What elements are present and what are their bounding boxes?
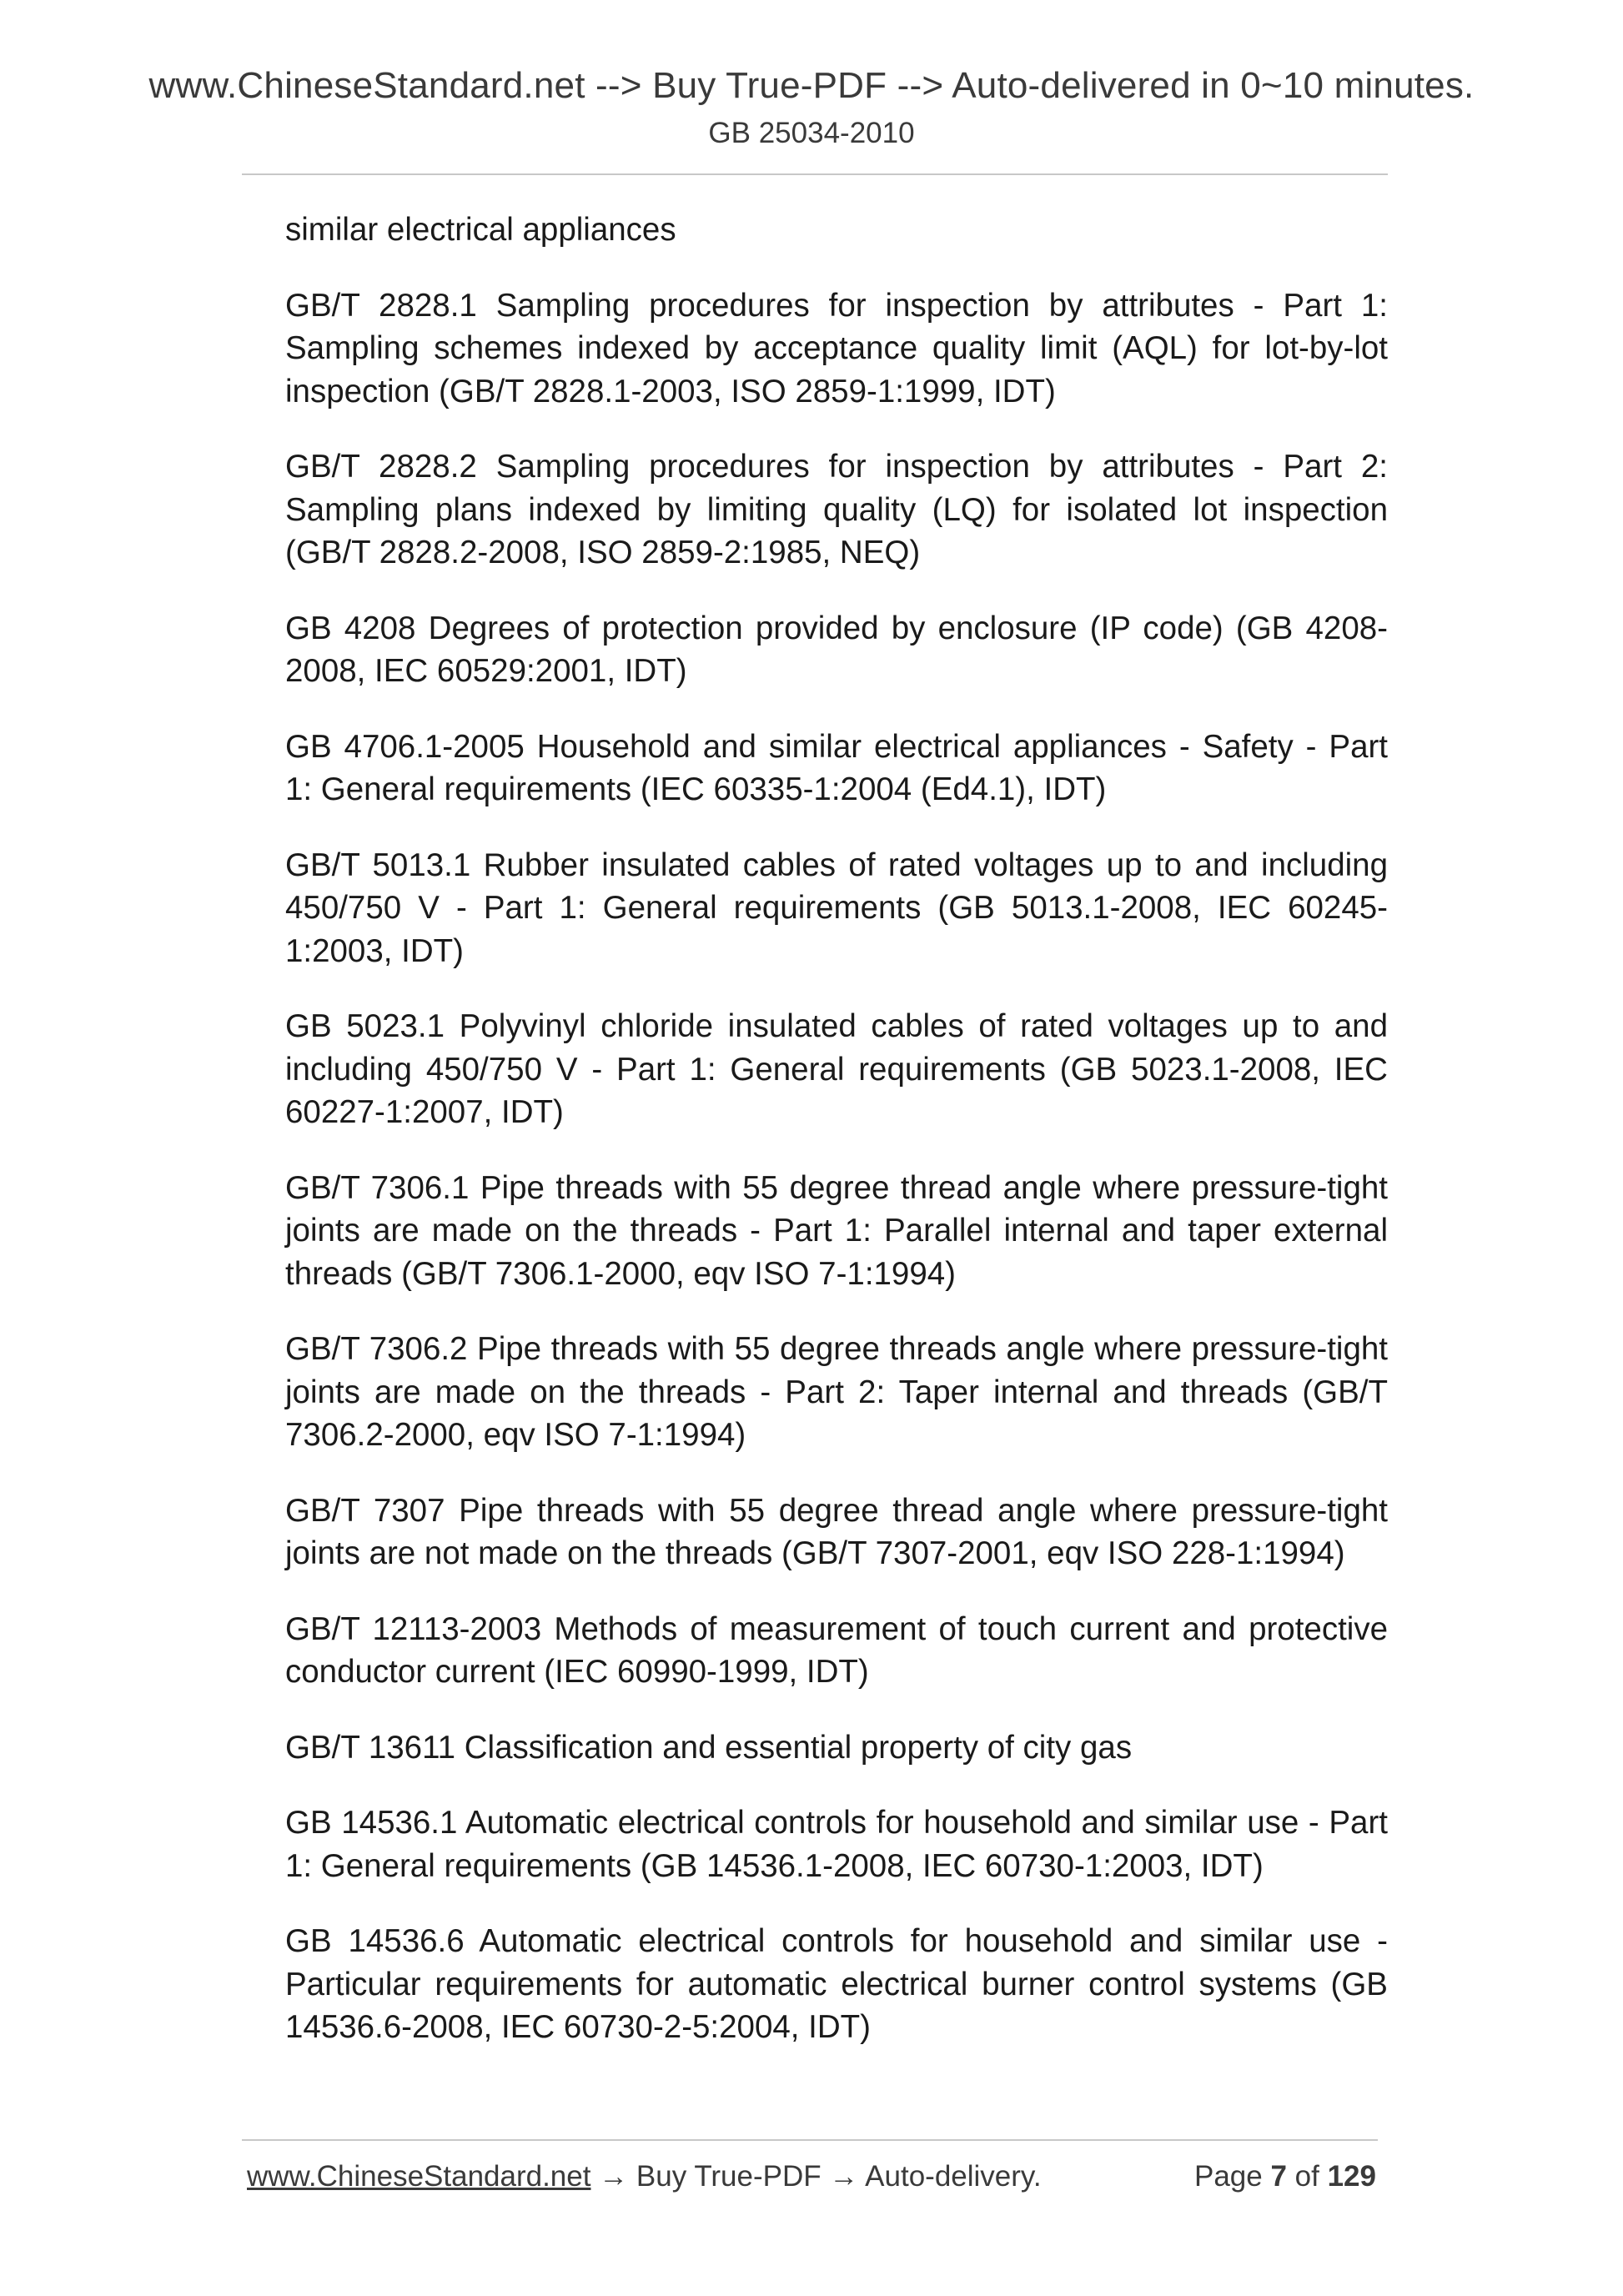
- site-banner: www.ChineseStandard.net --> Buy True-PDF --> Auto-delivered in 0~10 minutes.: [148, 65, 1475, 106]
- reference-item: GB 4706.1-2005 Household and similar electrical appliances - Safety - Part 1: General requirements (IEC 60335-1:2004 (Ed4.1), IDT): [285, 728, 1388, 807]
- reference-item: GB/T 5013.1 Rubber insulated cables of rated voltages up to and including 450/750 V - Part 1: General requirements (GB 5013.1-2008, IEC 60245-1:2003, IDT): [285, 847, 1388, 969]
- reference-item: GB/T 2828.2 Sampling procedures for inspection by attributes - Part 2: Sampling plans indexed by limiting quality (LQ) for isolated lot inspection (GB/T 2828.2-2008, ISO 2859-2:1985, NEQ): [285, 449, 1388, 570]
- normative-references: [285, 208, 1388, 2082]
- reference-item: GB/T 7307 Pipe threads with 55 degree thread angle where pressure-tight joints are not made on the threads (GB/T 7307-2001, eqv ISO 228-1:1994): [285, 1492, 1388, 1571]
- reference-item: GB/T 7306.2 Pipe threads with 55 degree threads angle where pressure-tight joints are made on the threads - Part 2: Taper internal and threads (GB/T 7306.2-2000, eqv ISO 7-1:1994): [285, 1331, 1388, 1453]
- footer-divider: [242, 2139, 1378, 2141]
- footer-nav-text: → Buy True-PDF → Auto-delivery.: [590, 2160, 1042, 2193]
- site-link[interactable]: www.ChineseStandard.net: [247, 2160, 591, 2193]
- page-label: Page: [1193, 2160, 1263, 2193]
- reference-item: GB/T 12113-2003 Methods of measurement of touch current and protective conductor current (IEC 60990-1999, IDT): [285, 1610, 1388, 1690]
- reference-item: GB 14536.1 Automatic electrical controls for household and similar use - Part 1: General requirements (GB 14536.1-2008, IEC 60730-1:2003, IDT): [285, 1805, 1388, 1884]
- reference-item: GB/T 13611 Classification and essential property of city gas: [285, 1729, 1133, 1766]
- reference-item: GB 4208 Degrees of protection provided by enclosure (IP code) (GB 4208-2008, IEC 60529:2001, IDT): [285, 610, 1388, 689]
- reference-item: GB 5023.1 Polyvinyl chloride insulated cables of rated voltages up to and including 450/750 V - Part 1: General requirements (GB 5023.1-2008, IEC 60227-1:2007, IDT): [285, 1008, 1388, 1130]
- page-of: of: [1294, 2160, 1319, 2193]
- standard-code: GB 25034-2010: [708, 117, 915, 149]
- page-current: 7: [1270, 2160, 1287, 2193]
- footer-links: [247, 2160, 1042, 2193]
- reference-item: GB 14536.6 Automatic electrical controls for household and similar use - Particular requirements for automatic electrical burner control systems (GB 14536.6-2008, IEC 60730-2-5:2004, IDT): [285, 1923, 1388, 2045]
- page-total: 129: [1327, 2160, 1376, 2193]
- reference-item: similar electrical appliances: [285, 212, 676, 248]
- reference-item: GB/T 7306.1 Pipe threads with 55 degree thread angle where pressure-tight joints are made on the threads - Part 1: Parallel internal and taper external threads (GB/T 7306.1-2000, eqv ISO 7-1:1994): [285, 1169, 1388, 1292]
- page-indicator: [1194, 2160, 1376, 2193]
- header-divider: [242, 173, 1388, 175]
- reference-item: GB/T 2828.1 Sampling procedures for inspection by attributes - Part 1: Sampling schemes indexed by acceptance quality limit (AQL) for lot-by-lot inspection (GB/T 2828.1-2003, ISO 2859-1:1999, IDT): [285, 287, 1388, 409]
